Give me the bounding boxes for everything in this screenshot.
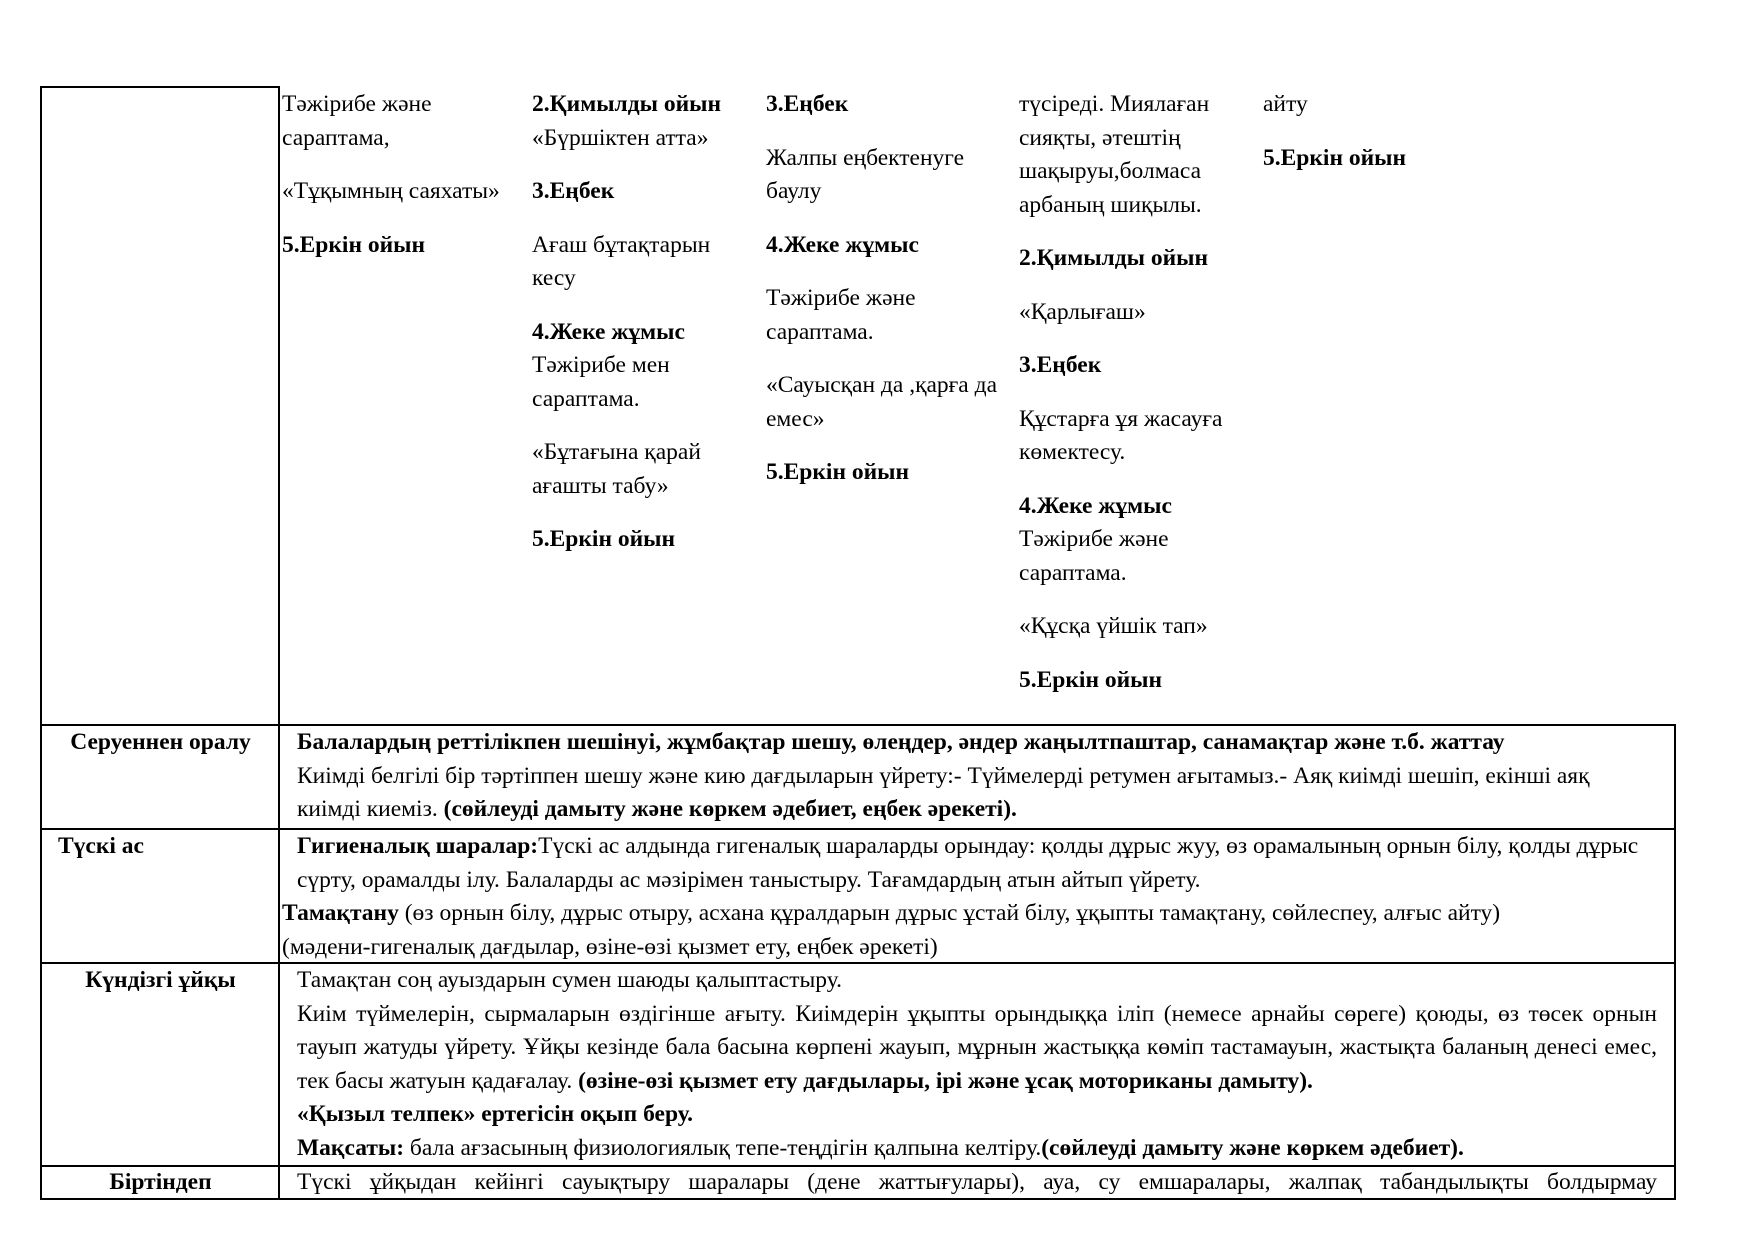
walk-text: Құстарға ұя жасауға көмектесу. [1019,405,1223,465]
sleep-goal: Мақсаты: бала ағзасының физиологиялық тепе-теңдігін қалпына келтіру.(сөйлеуді дамыту және көркем әдебиет). [297,1134,1464,1161]
sleep-paragraph: Киім түймелерін, сырмаларын өздігінше ағыту. Киімдерін ұқыпты орындыққа іліп (немесе арнайы сөреге) қоюды, өз төсек орнын тауып жатуды үйрету. Ұйқы кезінде бала басына көрпені жауып, мұрнын жастыққа көміп тастамауын, жастықта баланың денесі емес, тек басы жатуын қадағалау. (өзіне-өзі қызмет ету дағдылары, ірі және ұсақ моториканы дамыту). [297,1000,1657,1094]
row-label-sleep: Күндізгі ұйқы [85,967,236,993]
walk-text: Жалпы еңбектенуге баулу [766,144,965,204]
return-headline: Балалардың реттілікпен шешінуі, жұмбақтар шешу, өлеңдер, әндер жаңылтпаштар, санамақтар және т.б. жаттау [297,729,1505,755]
walk-column-2 [532,88,757,577]
walk-heading: 4.Жеке жұмыс [1019,492,1172,519]
walk-heading: 5.Еркін ойын [766,459,910,485]
walk-text: «Бұтағына қарай ағашты табу» [532,439,701,499]
sleep-tale: «Қызыл телпек» ертегісін оқып беру. [297,1101,693,1127]
walk-heading: 3.Еңбек [766,91,849,117]
table-left-border [40,86,42,1200]
walk-column-4 [1019,88,1247,717]
walk-text: Тәжірибе және сараптама. [766,285,916,345]
label-column-divider [278,86,280,1200]
return-text: Киімді белгілі бір тәртіппен шешу және кию дағдыларын үйрету:- Түймелерді ретумен ағытамыз.- Аяқ киімді шешіп, екінші аяқ киімді киеміз. (сөйлеуді дамыту және көркем әдебиет, еңбек әрекеті). [297,762,1590,822]
walk-text: «Тұқымның саяхаты» [282,178,500,204]
walk-heading: 5.Еркін ойын [1019,666,1163,693]
walk-text: Тәжірибе және сараптама. [1019,526,1169,586]
walk-column-5 [1263,88,1483,195]
walk-text: айту [1263,91,1308,117]
walk-heading: 5.Еркін ойын [1263,144,1407,171]
walk-text: «Сауысқан да ,қарға да емес» [766,372,997,432]
walk-text: «Қарлығаш» [1019,298,1146,325]
table-top-border [40,86,278,88]
lunch-skills: (мәдени-гигеналық дағдылар, өзіне-өзі қызмет ету, еңбек әрекеті) [282,933,938,960]
walk-heading: 3.Еңбек [1019,352,1102,378]
walk-column-1 [282,88,527,282]
walk-heading: 3.Еңбек [532,178,615,204]
row-label-lunch: Түскі ас [58,833,144,859]
walk-heading: 5.Еркін ойын [532,526,676,552]
row-label-return: Серуеннен оралу [70,729,251,755]
walk-heading: 2.Қимылды ойын [1019,245,1209,271]
walk-heading: 2.Қимылды ойын [532,91,722,117]
walk-heading: 4.Жеке жұмыс [766,231,919,258]
sleep-line: Тамақтан соң ауыздарын сумен шаюды қалыптастыру. [297,967,842,993]
return-row-content [297,726,1657,827]
sleep-row-content [297,964,1657,1165]
walk-text: Тәжірибе мен сараптама. [532,352,670,412]
lunch-eating: Тамақтану (өз орнын білу, дұрыс отыру, асхана құралдарын дұрыс ұстай білу, ұқыпты тамақтану, сөйлеспеу, алғыс айту) (мәдени-гигеналық дағдылар, өзіне-өзі қызмет ету, еңбек әрекеті) [282,897,1667,964]
walk-column-3 [766,88,1018,510]
walk-text: Ағаш бұтақтарын кесу [532,231,711,291]
walk-text: «Бүршіктен атта» [532,124,709,151]
walk-text: түсіреді. Миялаған сияқты, әтештің шақыруы,болмаса арбаның шиқылы. [1019,91,1210,218]
walk-text: «Құсқа үйшік тап» [1019,613,1208,639]
walk-heading: 4.Жеке жұмыс [532,318,685,345]
row-label-gradual: Біртіндеп [109,1169,212,1195]
lunch-hygiene: Гигиеналық шаралар:Түскі ас алдында гигеналық шараларды орындау: қолды дұрыс жуу, өз орамалының орнын білу, қолды дұрыс сүрту, орамалды ілу. Балаларды ас мәзірімен таныстыру. Тағамдардың атын айтып үйрету. [297,833,1639,893]
gradual-row-content [297,1166,1657,1200]
walk-text: Тәжірибе және сараптама, [282,91,432,151]
gradual-text: Түскі ұйқыдан кейінгі сауықтыру шаралары (дене жаттығулары), ауа, су емшаралары, жалпақ табандылықты болдырмау [297,1169,1657,1195]
walk-heading: 5.Еркін ойын [282,231,426,258]
